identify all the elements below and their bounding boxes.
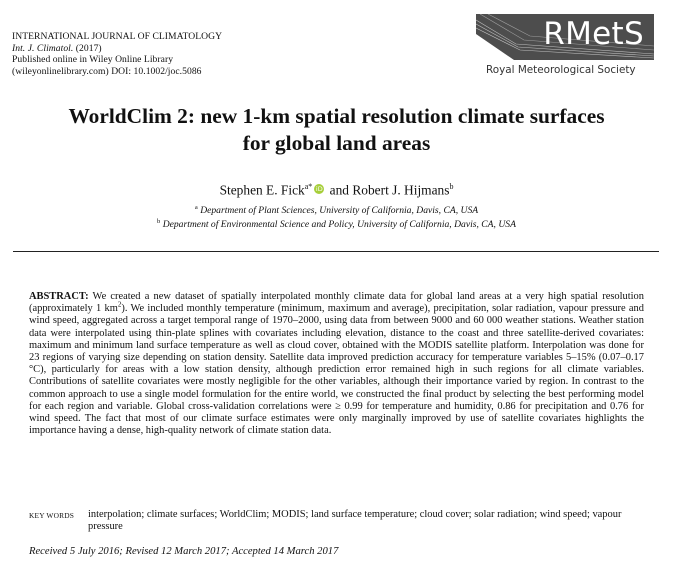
journal-citation [12,43,222,55]
rmets-logo-banner [476,14,654,60]
affiliation-a [0,204,673,216]
journal-year: (2017) [75,42,102,54]
affiliation-b [0,218,673,230]
article-title [0,103,673,157]
keywords-text: interpolation; climate surfaces; WorldClim; MODIS; land surface temperature; cloud cover; solar radiation; wind speed; vapour pressure [88,509,622,533]
article-title-line-2: for global land areas [242,131,431,155]
rmets-logo-wordmark: RMetS [543,16,644,52]
abstract-text-1: We created a new dataset of spatially interpolated monthly climate data for global land areas at a very high spatial resolution (approximately 1 km [29,291,644,315]
rmets-logo-society: Royal Meteorological Society [486,64,636,76]
orcid-icon[interactable]: iD [315,185,323,194]
article-title-line-1: WorldClim 2: new 1-km spatial resolution climate surfaces [68,104,605,128]
abstract-superscript: 2 [117,300,122,309]
abstract-label: ABSTRACT: [29,291,89,302]
rmets-logo[interactable] [476,14,654,80]
author-hijmans[interactable]: Robert J. Hijmans [352,182,450,198]
journal-doi[interactable]: (wileyonlinelibrary.com) DOI: 10.1002/joc.5086 [12,65,202,77]
author-fick-affiliation: a* [304,182,313,191]
affiliation-a-text: Department of Plant Sciences, University of California, Davis, CA, USA [200,205,479,217]
abstract-text-2: ). We included monthly temperature (minimum, maximum and average), precipitation, solar radiation, vapour pressure and wind speed, aggregated across a target temporal range of 1970–2000, using data from between 9000 and 60 000 weather stations. Weather station data were interpolated using thin-plate splines with covariates including elevation, distance to the coast and three satellite-derived covariates: maximum and minimum land surface temperature as well as cloud cover, obtained with the MODIS satellite platform. Interpolation was done for 23 regions of varying size depending on station density. Satellite data improved prediction accuracy for temperature variables 5–15% (0.07–0.17 °C), particularly for areas with a low station density, although prediction error remained high in such regions for all climate variables. Contributions of satellite covariates were mostly negligible for the other variables, although their importance varied by region. In contrast to the common approach to use a single model formulation for the entire world, we constructed the final product by selecting the best performing model for each region and variable. Global cross-validation correlations were ≥ 0.99 for temperature and humidity, 0.86 for precipitation and 0.76 for wind speed. The fact that most of our climate surface estimates were only marginally improved by use of satellite covariates highlights the importance having a dense, high-quality network of climate station data. [29,303,644,437]
keywords-label: KEY WORDS [29,511,75,520]
author-list [0,182,673,198]
affiliation-a-marker: a [194,204,198,211]
affiliation-b-marker: b [157,218,161,225]
journal-info [12,31,222,77]
abstract [29,291,644,437]
header-divider [13,251,659,252]
author-fick[interactable]: Stephen E. Fick [219,182,305,198]
affiliation-b-text: Department of Environmental Science and Policy, University of California, Davis, CA, USA [162,219,516,231]
journal-abbrev: Int. J. Climatol. [12,42,74,54]
author-hijmans-affiliation: b [449,182,454,191]
author-conjunction: and [329,182,349,198]
article-history: Received 5 July 2016; Revised 12 March 2017; Accepted 14 March 2017 [29,546,339,557]
journal-name: INTERNATIONAL JOURNAL OF CLIMATOLOGY [12,31,223,42]
journal-published: Published online in Wiley Online Library [12,54,174,66]
